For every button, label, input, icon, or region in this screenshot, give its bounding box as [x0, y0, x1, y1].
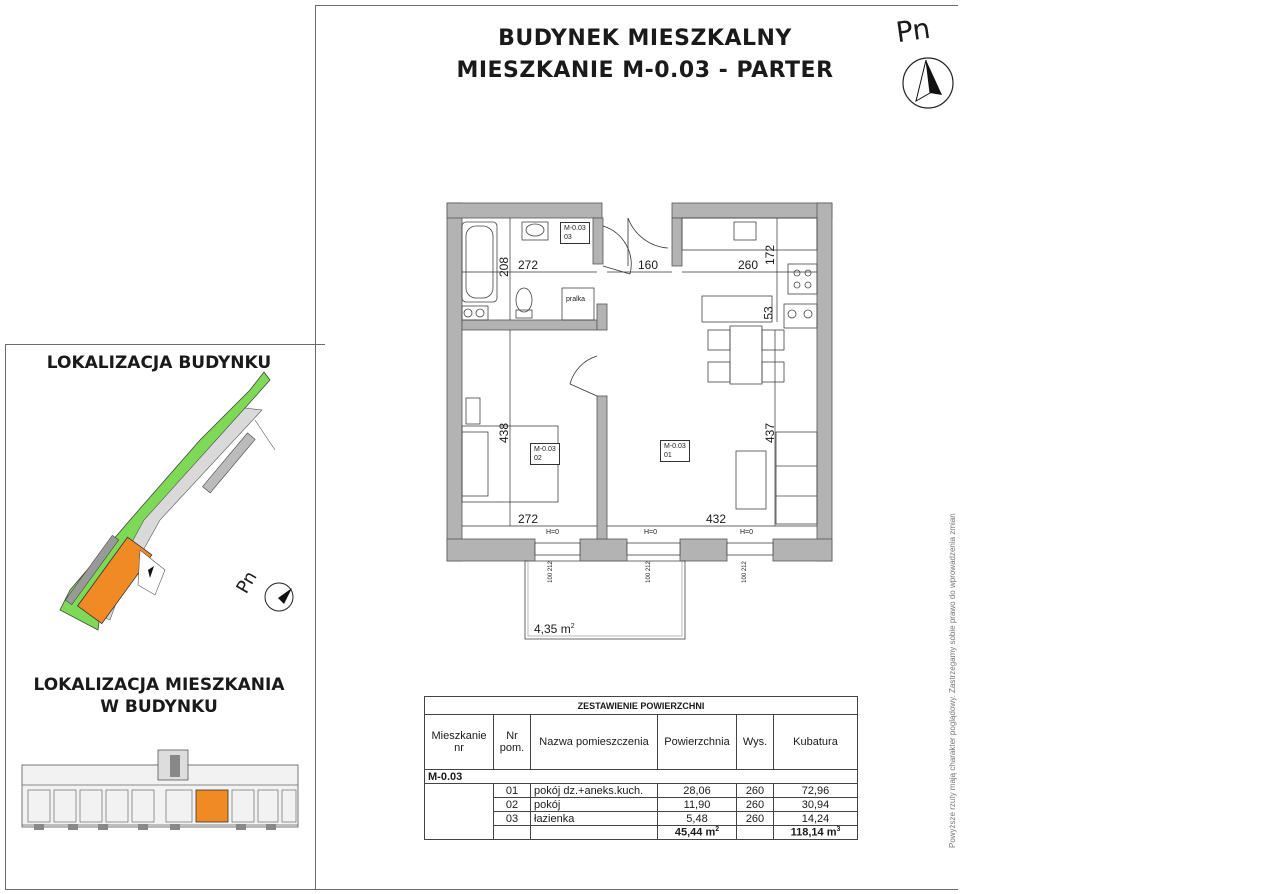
apartment-location-title-line2: W BUDYNKU — [100, 697, 218, 717]
frame-top-border — [315, 5, 958, 6]
dim-kitchen-height: 172 — [763, 244, 778, 266]
header-volume: Kubatura — [774, 715, 858, 770]
washer-label: pralka — [566, 296, 586, 303]
areas-table-caption: ZESTAWIENIE POWIERZCHNI — [425, 697, 858, 715]
disclaimer-note: Powyższe rzuty mają charakter poglądowy. Zastrzegamy sobie prawo do wprowadzenia zmian — [948, 513, 957, 848]
dim-bedroom-height: 438 — [497, 422, 512, 444]
building-location-title: LOKALIZACJA BUDYNKU — [46, 353, 272, 373]
balcony-area-value: 4,35 m — [534, 622, 571, 636]
cell-area: 5,48 — [658, 812, 737, 826]
window-sill-1 — [547, 561, 555, 583]
frame-left-border — [315, 5, 316, 890]
window-sill-value: 100 — [741, 572, 748, 583]
areas-table — [424, 696, 858, 840]
site-north-arrow-icon — [262, 580, 296, 614]
building-floor-strip — [20, 745, 305, 835]
side-panel-top-border — [5, 344, 325, 345]
apartment-id: M-0.03 — [425, 770, 858, 784]
empty-cell — [737, 826, 774, 840]
window-label-1: H=0 — [546, 529, 560, 536]
empty-cell — [531, 826, 658, 840]
total-volume — [774, 826, 858, 840]
room-tag-02-id: M-0.03 — [534, 446, 556, 453]
window-sill-3 — [741, 561, 749, 583]
window-label-3: H=0 — [740, 529, 754, 536]
apartment-location-title-line1: LOKALIZACJA MIESZKANIA — [33, 675, 285, 695]
empty-cell — [494, 826, 531, 840]
dim-bedroom-width: 272 — [518, 512, 539, 526]
total-volume-unit-sup: 3 — [836, 826, 841, 834]
frame-bottom-border — [315, 889, 958, 890]
cell-height: 260 — [737, 798, 774, 812]
window-label-2: H=0 — [644, 529, 658, 536]
header-room-name: Nazwa pomieszczenia — [531, 715, 658, 770]
room-tag-03-id: M-0.03 — [564, 225, 586, 232]
window-height-value: 212 — [645, 561, 652, 572]
cell-name: łazienka — [531, 812, 658, 826]
page-title-line1: BUDYNEK MIESZKALNY — [498, 26, 792, 51]
header-height: Wys. — [737, 715, 774, 770]
dim-kitchen-width: 260 — [738, 258, 759, 272]
cell-nr: 03 — [494, 812, 531, 826]
cell-height: 260 — [737, 812, 774, 826]
balcony-area — [534, 622, 575, 636]
total-area — [658, 826, 737, 840]
north-arrow-icon — [900, 55, 960, 115]
side-panel-bottom-border — [5, 889, 316, 890]
room-tag-02 — [530, 443, 560, 465]
window-height-value: 212 — [741, 561, 748, 572]
room-tag-02-number: 02 — [534, 455, 542, 462]
total-volume-value: 118,14 m — [790, 826, 837, 839]
table-row — [425, 784, 858, 798]
cell-height: 260 — [737, 784, 774, 798]
cell-volume: 14,24 — [774, 812, 858, 826]
total-area-value: 45,44 m — [674, 826, 716, 839]
total-area-unit-sup: 2 — [715, 826, 720, 834]
dim-bath-height: 208 — [497, 256, 512, 278]
room-tag-01 — [660, 440, 690, 462]
cell-area: 11,90 — [658, 798, 737, 812]
window-sill-value: 100 — [547, 572, 554, 583]
window-height-value: 212 — [547, 561, 554, 572]
dim-hall-width: 160 — [638, 258, 659, 272]
side-panel-left-border — [5, 344, 6, 890]
cell-volume: 72,96 — [774, 784, 858, 798]
dim-living-width: 432 — [706, 512, 727, 526]
cell-nr: 01 — [494, 784, 531, 798]
cell-name: pokój — [531, 798, 658, 812]
room-tag-01-id: M-0.03 — [664, 443, 686, 450]
cell-nr: 02 — [494, 798, 531, 812]
window-sill-value: 100 — [645, 572, 652, 583]
empty-cell — [425, 784, 494, 840]
dim-living-height: 437 — [763, 422, 778, 444]
room-tag-03 — [560, 222, 590, 244]
header-apartment-nr: Mieszkanie nr — [425, 715, 494, 770]
page-title-line2: MIESZKANIE M-0.03 - PARTER — [456, 58, 834, 83]
dim-bath-width: 272 — [518, 258, 539, 272]
header-area: Powierzchnia — [658, 715, 737, 770]
room-tag-03-number: 03 — [564, 234, 572, 241]
cell-volume: 30,94 — [774, 798, 858, 812]
room-tag-01-number: 01 — [664, 452, 672, 459]
site-location-map — [40, 370, 280, 660]
window-sill-2 — [645, 561, 653, 583]
cell-area: 28,06 — [658, 784, 737, 798]
balcony-area-unit-sup: 2 — [570, 623, 575, 630]
dim-counter-height: 53 — [761, 306, 776, 320]
north-label: Pn — [893, 11, 933, 50]
header-room-nr: Nr pom. — [494, 715, 531, 770]
site-north-label: Pn — [232, 567, 262, 598]
cell-name: pokój dz.+aneks.kuch. — [531, 784, 658, 798]
